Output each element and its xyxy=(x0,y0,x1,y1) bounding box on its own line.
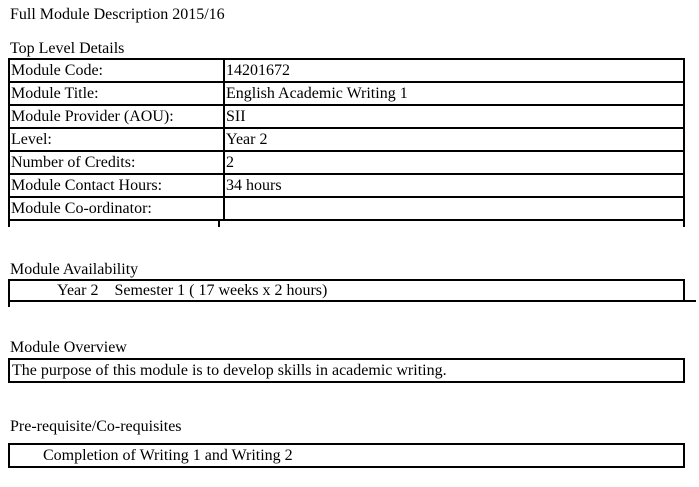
table-row xyxy=(9,59,684,82)
row-label-credits: Number of Credits: xyxy=(9,151,224,174)
table-row xyxy=(9,128,684,151)
table-border-artifact xyxy=(685,300,696,302)
row-value-level: Year 2 xyxy=(224,128,684,151)
table-border-artifact xyxy=(683,221,685,227)
module-overview-heading: Module Overview xyxy=(10,339,127,356)
row-value-module-title: English Academic Writing 1 xyxy=(224,82,684,105)
row-label-contact-hours: Module Contact Hours: xyxy=(9,174,224,197)
table-border-artifact xyxy=(8,302,10,307)
availability-schedule: Semester 1 ( 17 weeks x 2 hours) xyxy=(114,281,328,299)
availability-year: Year 2 xyxy=(57,281,99,299)
top-level-details-table xyxy=(8,58,685,221)
row-value-coordinator xyxy=(224,197,684,220)
module-availability-box xyxy=(8,279,685,302)
table-row xyxy=(9,82,684,105)
module-overview-box: The purpose of this module is to develop skills in academic writing. xyxy=(8,358,685,383)
row-label-module-code: Module Code: xyxy=(9,59,224,82)
row-value-module-code: 14201672 xyxy=(224,59,684,82)
prerequisites-box: Completion of Writing 1 and Writing 2 xyxy=(8,443,685,468)
row-label-module-title: Module Title: xyxy=(9,82,224,105)
row-label-coordinator: Module Co-ordinator: xyxy=(9,197,224,220)
table-row xyxy=(9,151,684,174)
table-row xyxy=(9,174,684,197)
prerequisites-heading: Pre-requisite/Co-requisites xyxy=(10,418,182,435)
table-row xyxy=(9,105,684,128)
table-border-artifact xyxy=(218,221,220,227)
table-border-artifact xyxy=(8,221,10,227)
row-value-contact-hours: 34 hours xyxy=(224,174,684,197)
row-label-level: Level: xyxy=(9,128,224,151)
row-value-module-provider: SII xyxy=(224,105,684,128)
table-row xyxy=(9,197,684,220)
row-label-module-provider: Module Provider (AOU): xyxy=(9,105,224,128)
module-availability-heading: Module Availability xyxy=(10,261,139,278)
top-level-details-heading: Top Level Details xyxy=(10,40,125,57)
document-title: Full Module Description 2015/16 xyxy=(10,6,225,23)
row-value-credits: 2 xyxy=(224,151,684,174)
